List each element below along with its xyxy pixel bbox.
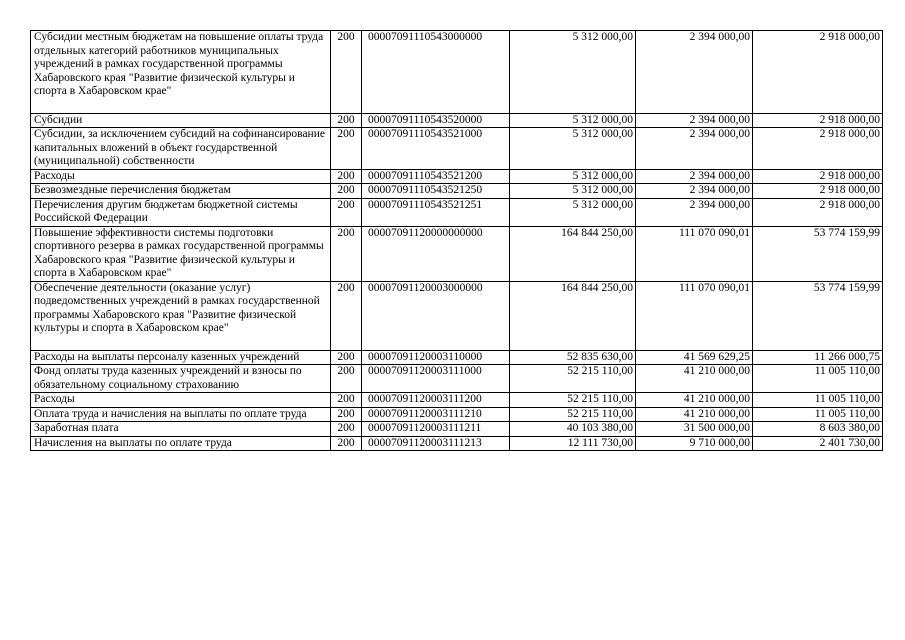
row-csr: 00007091120000000000	[362, 226, 510, 281]
row-unexecuted: 2 918 000,00	[753, 198, 883, 226]
row-name: Субсидии	[31, 113, 331, 128]
row-name: Обеспечение деятельности (оказание услуг) подведомственных учреждений в рамках государственной программы Хабаровского края "Развитие физической культуры и спорта в Хабаровском крае"	[31, 281, 331, 350]
row-name: Начисления на выплаты по оплате труда	[31, 436, 331, 451]
row-executed: 2 394 000,00	[636, 31, 753, 114]
row-approved: 52 215 110,00	[510, 365, 636, 393]
row-unexecuted: 11 005 110,00	[753, 407, 883, 422]
row-executed: 41 569 629,25	[636, 350, 753, 365]
table-row	[31, 198, 883, 226]
row-code: 200	[331, 407, 362, 422]
row-approved: 5 312 000,00	[510, 184, 636, 199]
row-code: 200	[331, 128, 362, 170]
row-unexecuted: 2 401 730,00	[753, 436, 883, 451]
table-row	[31, 226, 883, 281]
table-row	[31, 393, 883, 408]
row-unexecuted: 2 918 000,00	[753, 31, 883, 114]
row-approved: 5 312 000,00	[510, 31, 636, 114]
row-executed: 9 710 000,00	[636, 436, 753, 451]
row-unexecuted: 11 005 110,00	[753, 393, 883, 408]
row-unexecuted: 2 918 000,00	[753, 184, 883, 199]
row-approved: 52 215 110,00	[510, 393, 636, 408]
row-code: 200	[331, 184, 362, 199]
row-approved: 5 312 000,00	[510, 198, 636, 226]
row-unexecuted: 8 603 380,00	[753, 422, 883, 437]
row-code: 200	[331, 365, 362, 393]
row-unexecuted: 53 774 159,99	[753, 281, 883, 350]
row-unexecuted: 53 774 159,99	[753, 226, 883, 281]
table-row	[31, 350, 883, 365]
row-name: Субсидии, за исключением субсидий на софинансирование капитальных вложений в объект государственной (муниципальной) собственности	[31, 128, 331, 170]
row-unexecuted: 11 005 110,00	[753, 365, 883, 393]
table-row	[31, 31, 883, 114]
row-name: Расходы	[31, 393, 331, 408]
table-row	[31, 128, 883, 170]
row-name: Расходы на выплаты персоналу казенных учреждений	[31, 350, 331, 365]
row-code: 200	[331, 436, 362, 451]
row-executed: 31 500 000,00	[636, 422, 753, 437]
row-csr: 00007091120003111211	[362, 422, 510, 437]
row-approved: 12 111 730,00	[510, 436, 636, 451]
table-row	[31, 281, 883, 350]
row-csr: 00007091110543521250	[362, 184, 510, 199]
row-csr: 00007091110543521000	[362, 128, 510, 170]
row-approved: 52 215 110,00	[510, 407, 636, 422]
row-csr: 00007091120003111213	[362, 436, 510, 451]
row-code: 200	[331, 31, 362, 114]
row-code: 200	[331, 169, 362, 184]
row-approved: 40 103 380,00	[510, 422, 636, 437]
row-executed: 2 394 000,00	[636, 128, 753, 170]
row-executed: 2 394 000,00	[636, 169, 753, 184]
row-name: Перечисления другим бюджетам бюджетной системы Российской Федерации	[31, 198, 331, 226]
row-code: 200	[331, 226, 362, 281]
row-code: 200	[331, 422, 362, 437]
row-name: Фонд оплаты труда казенных учреждений и взносы по обязательному социальному страхованию	[31, 365, 331, 393]
row-code: 200	[331, 198, 362, 226]
row-approved: 164 844 250,00	[510, 226, 636, 281]
row-executed: 111 070 090,01	[636, 226, 753, 281]
table-row	[31, 407, 883, 422]
row-csr: 00007091110543521200	[362, 169, 510, 184]
table-row	[31, 169, 883, 184]
row-csr: 00007091110543000000	[362, 31, 510, 114]
table-row	[31, 436, 883, 451]
row-executed: 2 394 000,00	[636, 113, 753, 128]
row-name: Расходы	[31, 169, 331, 184]
budget-table-body	[31, 31, 883, 451]
row-csr: 00007091120003110000	[362, 350, 510, 365]
row-name: Оплата труда и начисления на выплаты по оплате труда	[31, 407, 331, 422]
row-name: Субсидии местным бюджетам на повышение оплаты труда отдельных категорий работников муниципальных учреждений в рамках государственной программы Хабаровского края "Развитие физической культуры и спорта в Хабаровском крае"	[31, 31, 331, 114]
row-executed: 111 070 090,01	[636, 281, 753, 350]
table-row	[31, 422, 883, 437]
row-csr: 00007091120003111200	[362, 393, 510, 408]
row-csr: 00007091110543520000	[362, 113, 510, 128]
row-unexecuted: 2 918 000,00	[753, 128, 883, 170]
row-executed: 41 210 000,00	[636, 407, 753, 422]
row-executed: 41 210 000,00	[636, 393, 753, 408]
row-csr: 00007091120003111000	[362, 365, 510, 393]
row-code: 200	[331, 393, 362, 408]
table-row	[31, 113, 883, 128]
row-approved: 164 844 250,00	[510, 281, 636, 350]
row-csr: 00007091110543521251	[362, 198, 510, 226]
row-name: Заработная плата	[31, 422, 331, 437]
row-code: 200	[331, 113, 362, 128]
budget-table	[30, 30, 883, 451]
row-approved: 5 312 000,00	[510, 113, 636, 128]
row-unexecuted: 2 918 000,00	[753, 169, 883, 184]
row-code: 200	[331, 350, 362, 365]
row-name: Повышение эффективности системы подготовки спортивного резерва в рамках государственной программы Хабаровского края "Развитие физической культуры и спорта в Хабаровском крае"	[31, 226, 331, 281]
row-unexecuted: 11 266 000,75	[753, 350, 883, 365]
row-code: 200	[331, 281, 362, 350]
row-executed: 2 394 000,00	[636, 198, 753, 226]
table-row	[31, 184, 883, 199]
row-executed: 2 394 000,00	[636, 184, 753, 199]
row-name: Безвозмездные перечисления бюджетам	[31, 184, 331, 199]
row-csr: 00007091120003000000	[362, 281, 510, 350]
row-approved: 5 312 000,00	[510, 169, 636, 184]
row-approved: 52 835 630,00	[510, 350, 636, 365]
table-row	[31, 365, 883, 393]
row-unexecuted: 2 918 000,00	[753, 113, 883, 128]
row-executed: 41 210 000,00	[636, 365, 753, 393]
row-approved: 5 312 000,00	[510, 128, 636, 170]
row-csr: 00007091120003111210	[362, 407, 510, 422]
